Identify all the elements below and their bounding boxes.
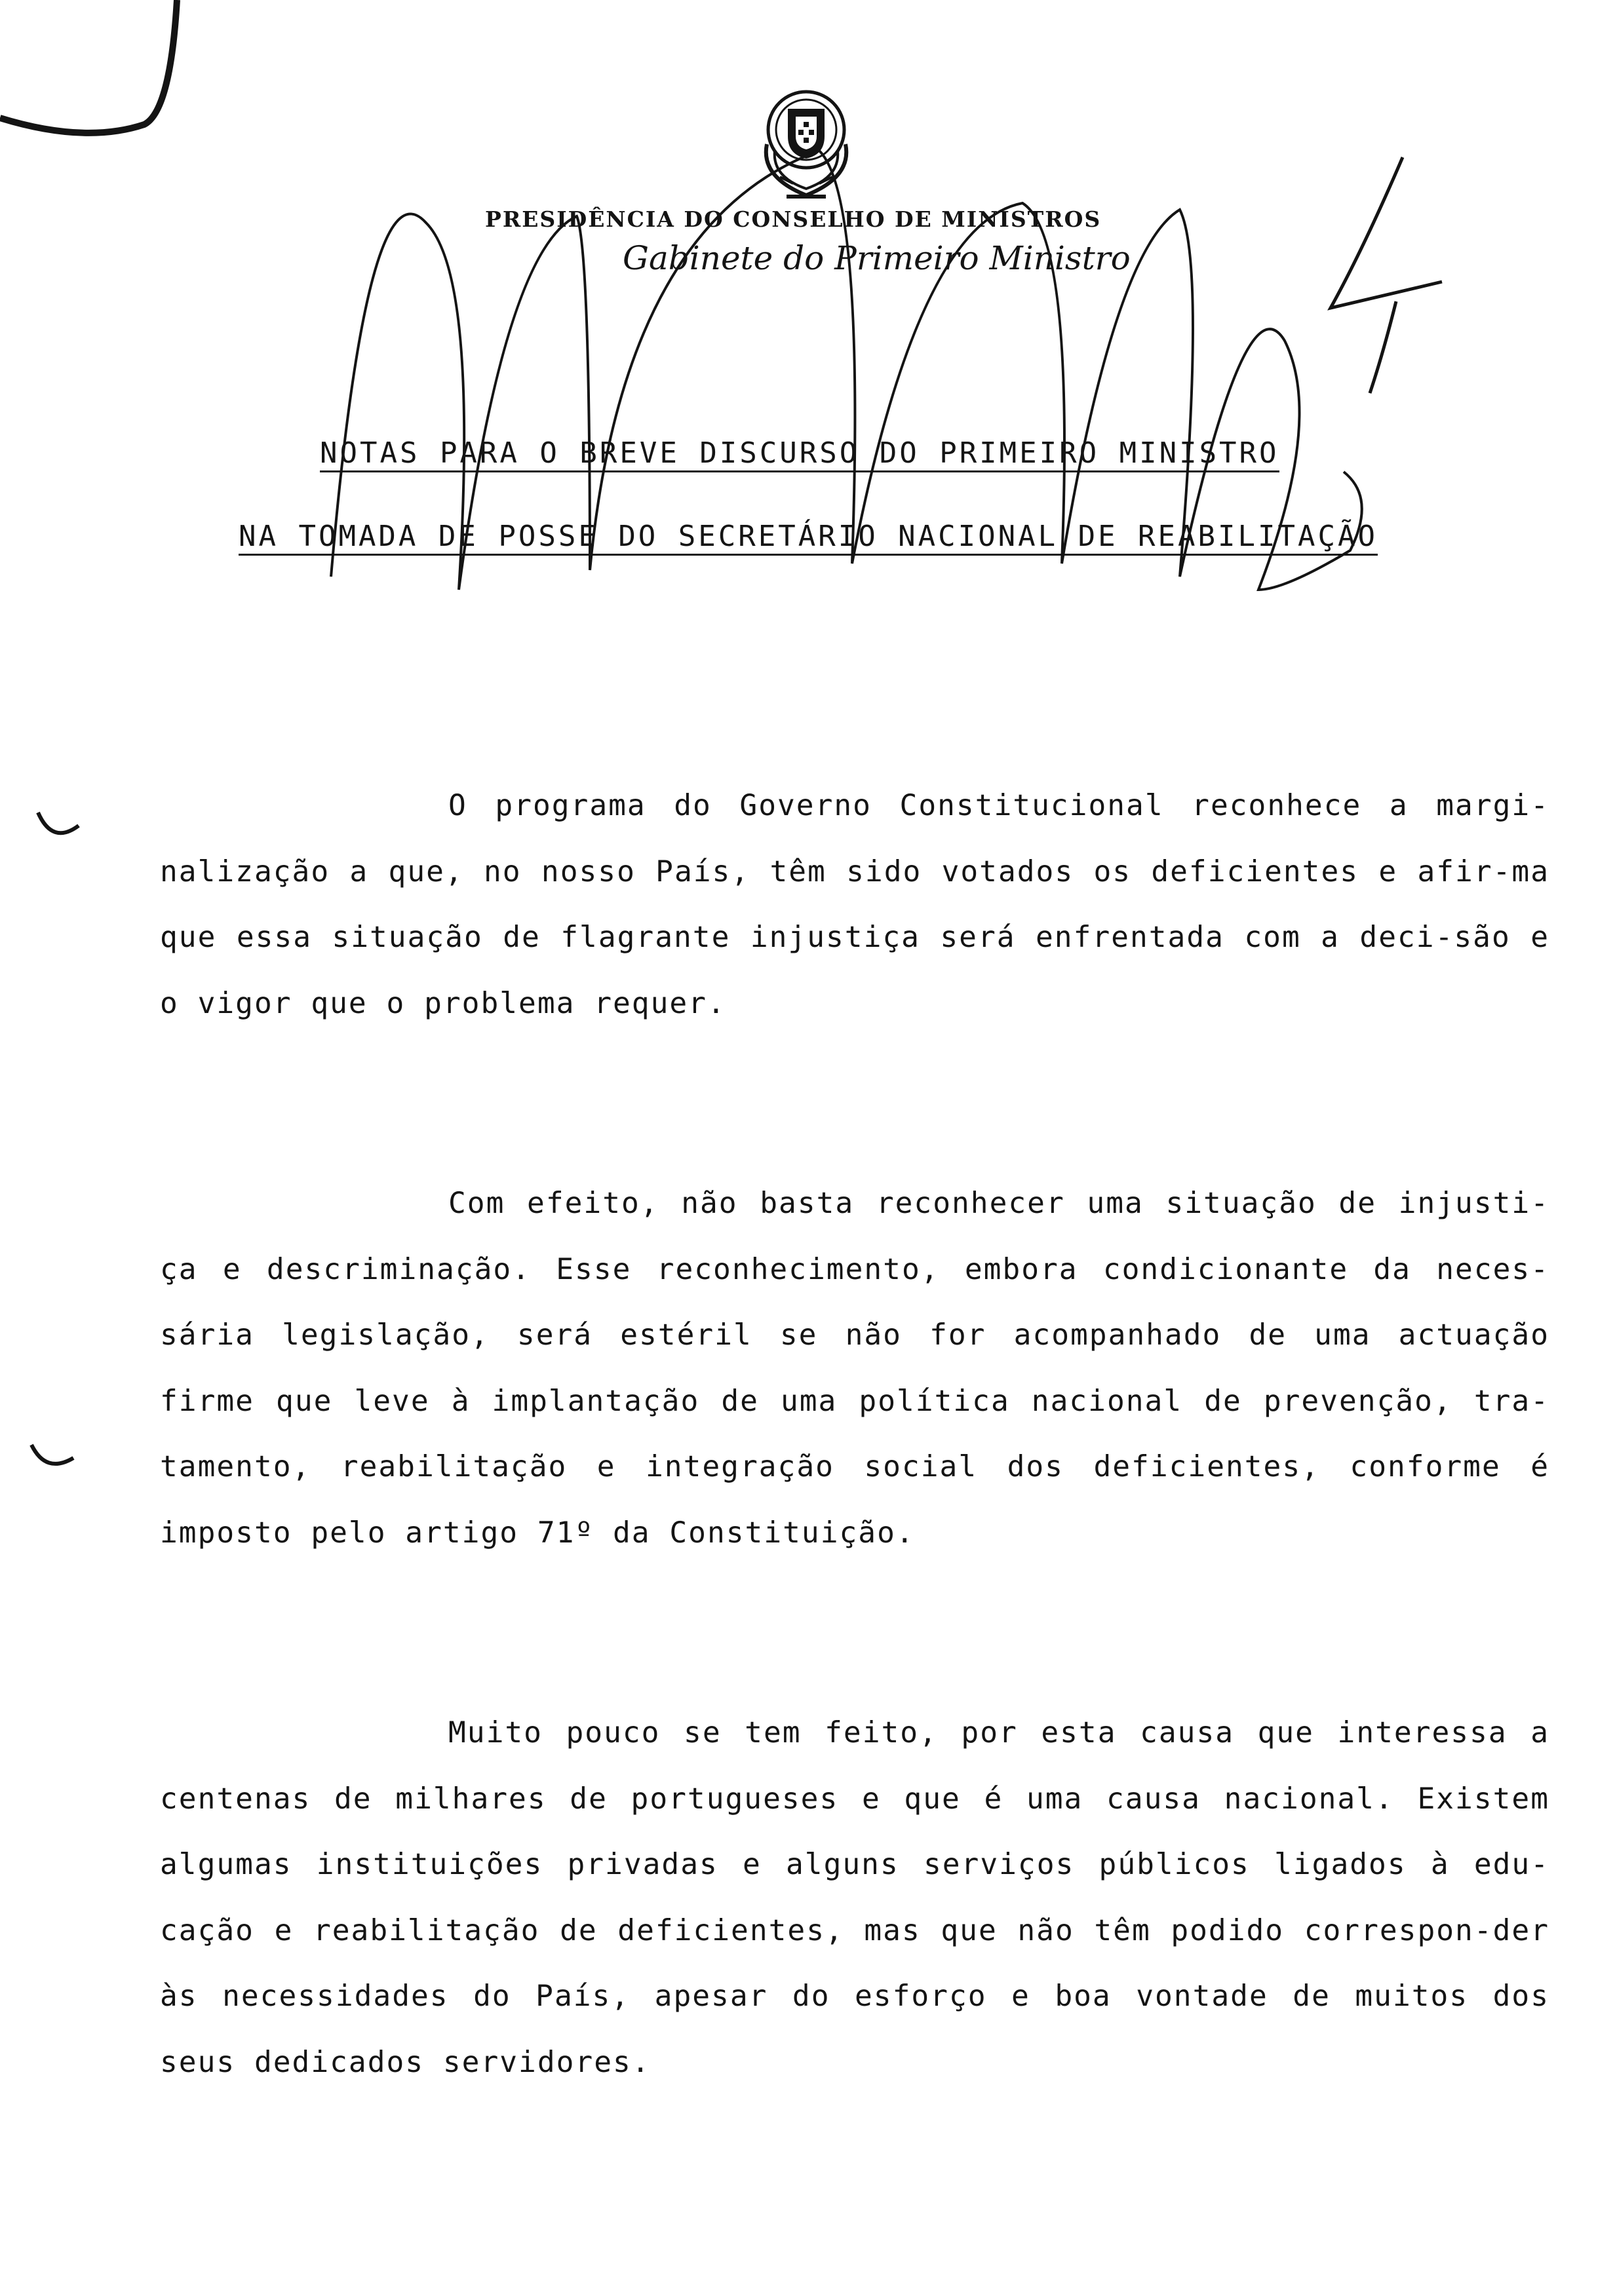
paragraph: Muito pouco se tem feito, por esta causa que interessa a centenas de milhares de portugueses e que é uma causa nacional. Existem algumas instituições privadas e alguns serviços públicos ligados à edu-cação e reabilitação de deficientes, mas que não têm podido correspon-der às necessidades do País, apesar do esforço e boa vontade de muitos dos seus dedicados servidores.	[160, 1716, 1549, 2079]
document-title-line-2: NA TOMADA DE POSSE DO SECRETÁRIO NACIONAL DE REABILITAÇÃO	[239, 522, 1378, 556]
body-text	[160, 773, 1549, 2230]
margin-mark	[38, 813, 79, 833]
document-title-line-1: NOTAS PARA O BREVE DISCURSO DO PRIMEIRO MINISTRO	[320, 439, 1279, 472]
binding-mark	[0, 0, 177, 133]
margin-mark	[31, 1445, 73, 1464]
portuguese-coat-of-arms-icon	[741, 79, 872, 203]
cabinet-name: Gabinete do Primeiro Ministro	[623, 239, 1131, 277]
paragraph: O programa do Governo Constitucional reconhece a margi-nalização a que, no nosso País, têm sido votados os deficientes e afir-ma que essa situação de flagrante injustiça será enfrentada com a deci-são e o vigor que o problema requer.	[160, 789, 1549, 1020]
page-number-4-handwritten	[1331, 157, 1442, 393]
paragraph: Com efeito, não basta reconhecer uma situação de injusti-ça e descriminação. Esse reconhecimento, embora condicionante da neces-sária legislação, será estéril se não for acompanhado de uma actuação firme que leve à implantação de uma política nacional de prevenção, tra-tamento, reabilitação e integração social dos deficientes, conforme é imposto pelo artigo 71º da Constituição.	[160, 1187, 1549, 1550]
office-name: PRESIDÊNCIA DO CONSELHO DE MINISTROS	[485, 206, 1102, 232]
